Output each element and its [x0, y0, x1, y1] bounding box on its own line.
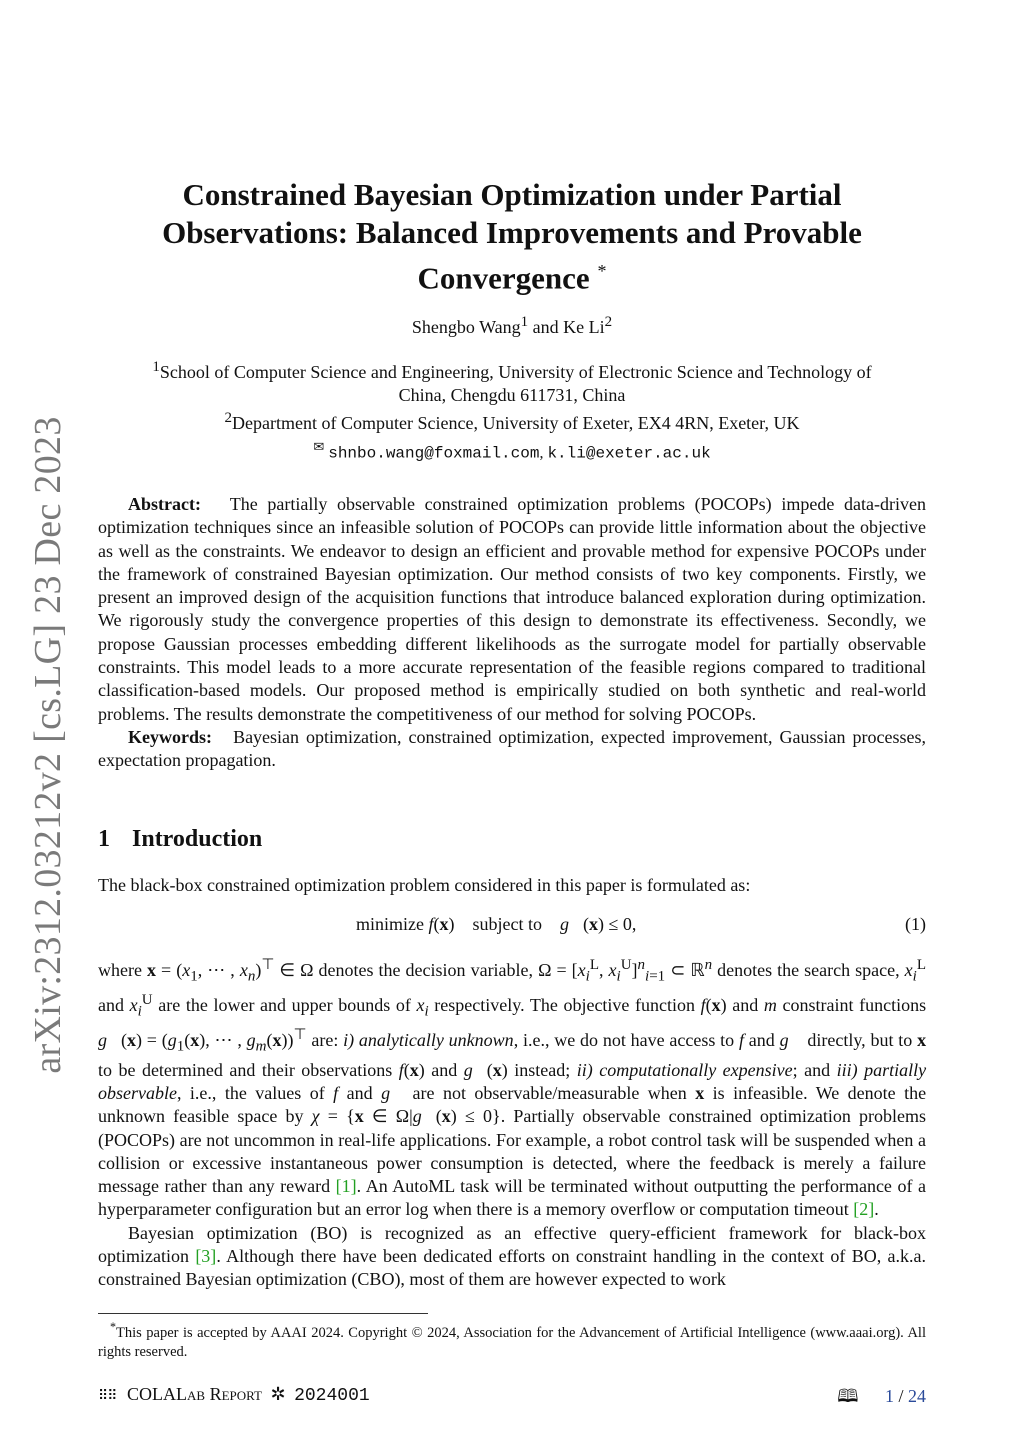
- report-id: 2024001: [294, 1386, 370, 1406]
- author-1: Shengbo Wang: [411, 317, 521, 337]
- abstract-text: The partially observable constrained optimization problems (POCOPs) impede data-driven optimization techniques since an infeasible solution of POCOPs can provide little information about the objective as well as the constraints. We endeavor to design an efficient and provable method for expensive POCOPs under the framework of constrained Bayesian optimization. Our method consists of two key components. Firstly, we present an improved design of the acquisition functions that introduce balanced exploration during optimization. We rigorously study the convergence properties of this design to demonstrate its effectiveness. Secondly, we propose Gaussian processes embedding different likelihoods as the surrogate model for partially observable constraints. This model leads to a more accurate representation of the feasible regions compared to traditional classification-based models. Our proposed method is empirically studied on both synthetic and real-world problems. The results demonstrate the competitiveness of our method for solving POCOPs.: [98, 494, 926, 724]
- author-2-affil: 2: [604, 314, 613, 330]
- footer-page: [837, 1384, 926, 1414]
- eq-minimize: minimize: [356, 914, 424, 934]
- abstract-paragraph: [98, 493, 926, 726]
- affiliation-1-mark: 1: [152, 359, 160, 375]
- footnote-rule: [98, 1313, 428, 1314]
- eq-subject: subject to: [472, 914, 542, 934]
- page-number[interactable]: 1: [884, 1386, 894, 1406]
- t-q: , i.e., the values of: [176, 1082, 325, 1103]
- t-i3t: partially observable: [98, 1059, 927, 1103]
- intro-lead-text: The black-box constrained optimization problem considered in this paper is formulated as:: [98, 875, 751, 895]
- title-footnote-mark: *: [597, 261, 607, 281]
- affiliation-2-text: Department of Computer Science, University of Exeter, EX4 4RN, Exeter, UK: [232, 413, 800, 433]
- t-decision: denotes the decision variable,: [318, 960, 534, 980]
- author-list: [112, 314, 912, 338]
- title-line-2: Observations: Balanced Improvements and Provable: [162, 215, 862, 250]
- t-k: and: [748, 1029, 775, 1050]
- citation-2[interactable]: [2]: [853, 1199, 875, 1220]
- keywords-paragraph: [98, 726, 926, 773]
- author-1-affil: 1: [520, 314, 529, 330]
- affiliations: [98, 356, 926, 465]
- arxiv-watermark: arXiv:2312.03212v2 [cs.LG] 23 Dec 2023: [27, 416, 69, 1074]
- equation-body: minimize f(x) subject to g⃗(x) ≤ 0,: [356, 914, 637, 934]
- t-where: where: [98, 960, 142, 980]
- email-1[interactable]: shnbo.wang@foxmail.com: [328, 444, 540, 463]
- t-i1t: analytically unknown: [358, 1029, 514, 1050]
- t-bounds: are the lower and upper bounds of: [158, 994, 411, 1015]
- t-r: and: [346, 1082, 373, 1103]
- footnote-text: This paper is accepted by AAAI 2024. Copyright © 2024, Association for the Advancement of Artificial Intelligence (www.aaai.org). All rights reserved.: [98, 1324, 926, 1360]
- citation-3[interactable]: [3]: [195, 1246, 217, 1267]
- affiliation-1-line-2: China, Chengdu 611731, China: [398, 385, 626, 405]
- paper-title: [112, 176, 912, 297]
- citation-1[interactable]: [1]: [335, 1176, 357, 1197]
- section-heading: [98, 826, 262, 853]
- report-name: COLALab Report: [127, 1384, 262, 1404]
- t-i3: iii): [836, 1059, 858, 1080]
- abstract: [98, 493, 926, 773]
- t-w: .: [874, 1199, 879, 1220]
- t-i2t: computationally expensive: [599, 1059, 793, 1080]
- intro-body: [98, 954, 926, 1292]
- email-separator: ,: [539, 444, 548, 462]
- abstract-label: Abstract:: [128, 494, 201, 514]
- section-number: 1: [98, 826, 110, 852]
- t-i2: ii): [576, 1059, 593, 1080]
- author-and: and: [532, 317, 559, 337]
- t-p2a: Bayesian optimization (BO) is recognized as an effective query-efficient framework for black-box optimization: [98, 1222, 926, 1267]
- footer-report: [98, 1384, 370, 1406]
- section-title: Introduction: [132, 826, 263, 852]
- intro-paragraph-2: [98, 1222, 926, 1292]
- keywords-text: Bayesian optimization, constrained optimization, expected improvement, Gaussian processes, expectation propagation.: [98, 726, 926, 771]
- t-j: , i.e., we do not have access to: [513, 1029, 735, 1050]
- footnote: [98, 1318, 926, 1362]
- email-line: [98, 435, 926, 465]
- intro-paragraph-1: where $x = (x_1$, ⋯ , $x_n)^⊤$ ∈ Ω denotes the decision variable, $\Omega = [x_i^L$, $x_i^U]^n_{i=1}$ ⊂ ℝ$^n$ denotes the search space, $x_i^L$ and $x_i^U$ are the lower and upper bounds of $x_i$ respectively. The objective function f(x) and m constraint functions g⃗(x) = ($g_1(x)$, ⋯ , $g_m(x))^⊤$ are: i) analytically unknown, i.e., we do not have access to f and g⃗ directly, but to x to be determined and their observations f(x) and g⃗(x) instead; ii) computationally expensive; and iii) partially observable, i.e., the values of f and g⃗ are not observable/measurable when x is infeasible. We denote the unknown feasible space by χ = {x ∈ Ω|g⃗(x) ≤ 0}. Partially observable constrained optimization problems (POCOPs) are not uncommon in real-life applications. For example, a robot control task will be suspended when a collision or excessive instantaneous power consumption is detected, where the feedback is merely a failure message rather than any reward [1]. An AutoML task will be terminated without outputting the performance of a hyperparameter configuration but an error log when there is a memory overflow or computation timeout [2].: [98, 957, 927, 1220]
- affiliation-1-line-1: School of Computer Science and Engineering, University of Electronic Science and Technology of: [159, 362, 872, 382]
- t-and2: and: [732, 994, 759, 1015]
- page-separator: /: [893, 1386, 908, 1406]
- affiliation-2-mark: 2: [224, 410, 233, 426]
- t-constraint: constraint functions: [782, 994, 927, 1015]
- intro-lead: [98, 874, 926, 897]
- footnote-paragraph: [98, 1318, 926, 1362]
- t-objective: respectively. The objective function: [434, 994, 696, 1015]
- t-o: instead;: [514, 1059, 571, 1080]
- gear-icon: ✲: [270, 1384, 286, 1405]
- t-n: and: [431, 1059, 458, 1080]
- t-l: directly, but to: [807, 1029, 913, 1050]
- t-p: ; and: [792, 1059, 831, 1080]
- affiliation-1: [98, 356, 926, 384]
- t-u: . Partially observable constrained optimization problems (POCOPs) are not uncommon in real-life applications. For example, a robot control task will be suspended when a collision or excessive instantaneous power consumption is detected, where the feedback is merely a failure message rather than any reward: [98, 1106, 926, 1197]
- t-and1: and: [98, 994, 124, 1015]
- t-p2b: . Although there have been dedicated efforts on constraint handling in the context of BO, a.k.a. constrained Bayesian optimization (CBO), most of them are however expected to work: [98, 1246, 926, 1290]
- keywords-label: Keywords:: [128, 726, 212, 747]
- t-i1: i): [343, 1029, 355, 1050]
- affiliation-2: [98, 407, 926, 435]
- t-s: are not observable/measurable when: [412, 1082, 687, 1103]
- page-total[interactable]: 24: [908, 1386, 926, 1406]
- email-2[interactable]: k.li@exeter.ac.uk: [547, 444, 711, 463]
- t-are: are:: [311, 1029, 339, 1050]
- envelope-icon: ✉: [313, 439, 325, 454]
- t-m: to be determined and their observations: [98, 1059, 393, 1080]
- equation-1: [98, 914, 926, 938]
- dots-logo-icon: ⠿⠿: [98, 1388, 117, 1404]
- t-v: . An AutoML task will be terminated without outputting the performance of a hyperparameter configuration but an error log when there is a memory overflow or computation timeout: [98, 1176, 927, 1220]
- title-line-3: [112, 252, 912, 297]
- title-line-3-text: Convergence: [417, 260, 590, 296]
- footnote-mark: *: [110, 1320, 117, 1334]
- t-search: denotes the search space,: [717, 960, 900, 980]
- t-t: is infeasible. We denote the unknown feasible space by: [98, 1082, 927, 1127]
- author-2: Ke Li: [563, 317, 605, 337]
- title-line-1: Constrained Bayesian Optimization under Partial: [182, 177, 842, 212]
- equation-number: (1): [905, 914, 926, 934]
- book-icon: 🕮: [837, 1386, 859, 1407]
